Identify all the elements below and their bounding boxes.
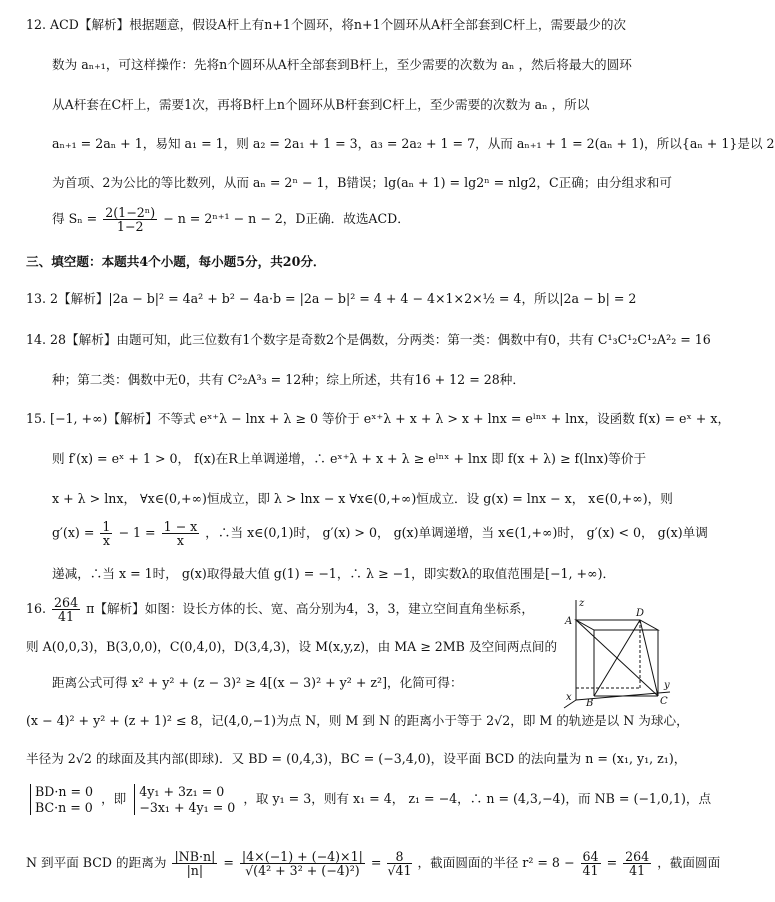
q15-fraction-2-num: 1 − x — [163, 519, 198, 534]
label-c: C — [660, 696, 668, 707]
q16-line-2: 则 A(0,0,3)，B(3,0,0)，C(0,4,0)，D(3,4,3)，设 M(x,y,z)，由 MA ≥ 2MB 及空间两点间的 — [26, 639, 558, 654]
cuboid-coordinate-figure — [562, 596, 674, 708]
q16-equals-2: = — [370, 855, 382, 871]
q15-line-3: x + λ > lnx， ∀x∈(0,+∞)恒成立，即 λ > lnx − x ∀x∈(0,+∞)恒成立．设 g(x) = lnx − x， x∈(0,+∞)，则 — [52, 491, 673, 506]
q15-fraction-2-den: x — [176, 533, 184, 549]
q15-line-4 — [52, 520, 708, 547]
label-d: D — [636, 608, 645, 619]
q13-line: 13. 2【解析】|2a − b|² = 4a² + b² − 4a·b = |2a − b|² = 4 + 4 − 4×1×2×½ = 4，所以|2a − b| = 2 — [26, 291, 637, 306]
q16-radius-fraction-1 — [581, 850, 601, 877]
q16-answer-fraction — [52, 596, 80, 623]
q16-namely: ，即 — [101, 791, 127, 807]
q16-radius-text: ，截面圆面的半径 r² = 8 − — [417, 855, 575, 871]
q16-eq-2: −3x₁ + 4y₁ = 0 — [139, 799, 236, 815]
q16-df3-num: 8 — [387, 850, 411, 864]
q16-rf1-den: 41 — [582, 863, 599, 879]
label-y: y — [664, 680, 670, 691]
q16-line-7 — [26, 850, 720, 877]
q16-equals-3: = — [606, 855, 618, 871]
q16-distance-label: N 到平面 BCD 的距离为 — [26, 855, 167, 871]
q16-linear-system — [134, 784, 235, 815]
q15-fraction-2 — [162, 520, 200, 547]
q16-eq-bc: BC·n = 0 — [35, 799, 93, 815]
section-fill-in-heading: 三、填空题：本题共4个小题，每小题5分，共20分． — [26, 254, 326, 269]
q16-normal-vector-text: ，取 y₁ = 3，则有 x₁ = 4， z₁ = −4，∴ n = (4,3,−4)，而 NB = (−1,0,1)，点 — [243, 791, 712, 807]
q15-minus-one: − 1 = — [118, 525, 156, 541]
q16-line-4: (x − 4)² + y² + (z + 1)² ≤ 8，记(4,0,−1)为点 N，则 M 到 N 的距离小于等于 2√2，即 M 的轨迹是以 N 为球心， — [26, 713, 689, 728]
q16-df2-num: |4×(−1) + (−4)×1| — [241, 849, 363, 864]
q15-fraction-1-num: 1 — [102, 519, 111, 534]
label-z: z — [579, 598, 585, 609]
q16-line-5: 半径为 2√2 的球面及其内部(即球)．又 BD = (0,4,3)，BC = (−3,4,0)，设平面 BCD 的法向量为 n = (x₁, y₁, z₁)， — [26, 751, 687, 766]
q16-answer-den: 41 — [58, 609, 75, 625]
q15-fraction-1-den: x — [102, 533, 110, 549]
q12-line-3: 从A杆套在C杆上，需要1次，再将B杆上n个圆环从B杆套到C杆上，至少需要的次数为 aₙ ，所以 — [52, 97, 590, 112]
q15-line-2: 则 f′(x) = eˣ + 1 > 0， f(x)在R上单调递增，∴ eˣ⁺λ + x + λ ≥ eˡⁿˣ + lnx 即 f(x + λ) ≥ f(lnx)等价于 — [52, 451, 647, 466]
q14-line-1: 14. 28【解析】由题可知，此三位数有1个数字是奇数2个是偶数，分两类：第一类：偶数中有0，共有 C¹₃C¹₂C¹₂A²₂ = 16 — [26, 332, 711, 347]
q12-sum-fraction — [103, 206, 157, 233]
q12-line-4: aₙ₊₁ = 2aₙ + 1，易知 a₁ = 1，则 a₂ = 2a₁ + 1 = 3，a₃ = 2a₂ + 1 = 7，从而 aₙ₊₁ + 1 = 2(aₙ + 1)，所以{aₙ + 1}是以 2 — [52, 136, 775, 151]
q16-distance-fraction-2 — [240, 850, 365, 877]
q16-equals-1: = — [223, 855, 234, 871]
q12-line-5: 为首项、2为公比的等比数列，从而 aₙ = 2ⁿ − 1，B错误；lg(aₙ + 1) = lg2ⁿ = nlg2，C正确；由分组求和可 — [52, 175, 672, 190]
diagonal-db — [594, 620, 640, 696]
q16-tail-text: ，截面圆面 — [657, 855, 721, 871]
q12-line-1: 12. ACD【解析】根据题意，假设A杆上有n+1个圆环，将n+1个圆环从A杆全部套到C杆上，需要最少的次 — [26, 17, 627, 32]
q16-line-1 — [26, 596, 534, 623]
q15-line-1: 15. [−1, +∞)【解析】不等式 eˣ⁺λ − lnx + λ ≥ 0 等价于 eˣ⁺λ + x + λ > x + lnx = eˡⁿˣ + lnx，设函数 f(x) = eˣ + x， — [26, 411, 731, 426]
q16-vector-system — [30, 784, 93, 815]
q12-sum-numerator: 2(1−2ⁿ) — [105, 205, 156, 220]
q16-rf2-den: 41 — [629, 863, 646, 879]
q12-line-6 — [52, 206, 410, 233]
diagonal-dc — [640, 620, 658, 696]
q16-radius-fraction-2 — [623, 850, 651, 877]
label-a: A — [565, 616, 573, 627]
q16-eq-bd: BD·n = 0 — [35, 784, 94, 799]
q15-line-5: 递减，∴当 x = 1时， g(x)取得最大值 g(1) = −1，∴ λ ≥ −1，即实数λ的取值范围是[−1, +∞)． — [52, 566, 616, 581]
q12-sum-label: 得 Sₙ = — [52, 211, 98, 227]
q16-eq-1: 4y₁ + 3z₁ = 0 — [139, 784, 225, 799]
q16-df2-den: √(4² + 3² + (−4)²) — [245, 863, 360, 879]
q16-number: 16. — [26, 601, 47, 617]
q16-answer-num: 264 — [54, 595, 79, 610]
q15-derivative-label: g′(x) = — [52, 525, 95, 541]
q16-df1-num: |NB·n| — [174, 849, 216, 864]
q16-df1-den: |n| — [186, 863, 204, 879]
cuboid-top-face — [576, 620, 658, 630]
q16-line-3: 距离公式可得 x² + y² + (z − 3)² ≥ 4[(x − 3)² + y² + z²]，化简可得： — [52, 675, 463, 690]
q16-rf1-num: 64 — [582, 849, 599, 864]
label-x: x — [566, 692, 572, 703]
q16-distance-fraction-3 — [387, 850, 411, 877]
q15-fraction-1 — [100, 520, 112, 547]
q12-sum-result: − n = 2ⁿ⁺¹ − n − 2，D正确．故选ACD． — [163, 211, 410, 227]
q16-rf2-num: 264 — [625, 849, 650, 864]
q14-line-2: 种；第二类：偶数中无0，共有 C²₂A³₃ = 12种；综上所述，共有16 + 12 = 28种． — [52, 372, 525, 387]
q16-line-6 — [26, 784, 711, 815]
q12-line-2: 数为 aₙ₊₁，可这样操作：先将n个圆环从A杆全部套到B杆上，至少需要的次数为 aₙ ，然后将最大的圆环 — [52, 57, 632, 72]
q12-sum-denominator: 1−2 — [116, 219, 144, 235]
q15-monotonic-text: ，∴当 x∈(0,1)时， g′(x) > 0， g(x)单调递增，当 x∈(1,+∞)时， g′(x) < 0， g(x)单调 — [205, 525, 708, 541]
label-b: B — [586, 698, 594, 709]
q16-intro-text: π【解析】如图：设长方体的长、宽、高分别为4，3，3，建立空间直角坐标系， — [86, 601, 535, 617]
q16-distance-fraction-1 — [172, 850, 217, 877]
q16-df3-den: √41 — [387, 863, 412, 879]
